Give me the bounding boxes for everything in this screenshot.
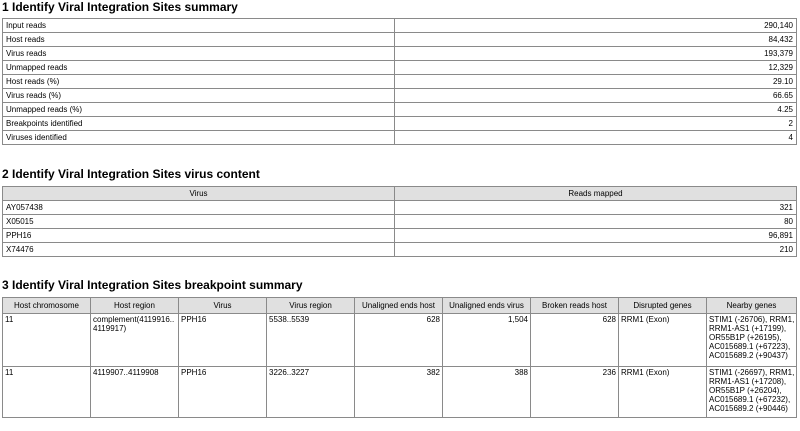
virus-region-cell: 5538..5539 <box>267 314 355 367</box>
summary-row <box>3 75 797 89</box>
summary-label: Input reads <box>3 19 395 33</box>
table-row <box>3 201 797 215</box>
column-header-host-chromosome: Host chromosome <box>3 298 91 314</box>
nearby-genes-cell <box>707 314 797 367</box>
nearby-gene-line: OR55B1P (+26204), <box>709 386 782 395</box>
table-row <box>3 215 797 229</box>
virus-name-cell: PPH16 <box>3 229 395 243</box>
summary-row <box>3 61 797 75</box>
virus-name-cell: X74476 <box>3 243 395 257</box>
virus-name-cell: X05015 <box>3 215 395 229</box>
summary-label: Unmapped reads <box>3 61 395 75</box>
reads-mapped-cell: 96,891 <box>395 229 797 243</box>
summary-value: 193,379 <box>395 47 797 61</box>
summary-row <box>3 89 797 103</box>
summary-label: Breakpoints identified <box>3 117 395 131</box>
table-row <box>3 314 797 367</box>
breakpoint-section <box>2 278 796 418</box>
summary-label: Virus reads <box>3 47 395 61</box>
virus-name-cell: AY057438 <box>3 201 395 215</box>
disrupted-genes-cell: RRM1 (Exon) <box>619 314 707 367</box>
summary-table <box>2 18 797 145</box>
column-header-disrupted-genes: Disrupted genes <box>619 298 707 314</box>
column-header-host-region: Host region <box>91 298 179 314</box>
nearby-gene-line: AC015689.2 (+90437) <box>709 351 788 360</box>
summary-row <box>3 47 797 61</box>
unaligned-ends-virus-cell: 388 <box>443 367 531 418</box>
nearby-gene-line: RRM1-AS1 (+17208), <box>709 377 787 386</box>
summary-value: 29.10 <box>395 75 797 89</box>
column-header-virus: Virus <box>3 187 395 201</box>
column-header-broken-reads-host: Broken reads host <box>531 298 619 314</box>
column-header-nearby-genes: Nearby genes <box>707 298 797 314</box>
column-header-reads-mapped: Reads mapped <box>395 187 797 201</box>
virus-content-table <box>2 186 797 257</box>
nearby-gene-line: OR55B1P (+26195), <box>709 333 782 342</box>
column-header-unaligned-ends-virus: Unaligned ends virus <box>443 298 531 314</box>
broken-reads-host-cell: 236 <box>531 367 619 418</box>
summary-row <box>3 33 797 47</box>
summary-value: 4.25 <box>395 103 797 117</box>
nearby-gene-line: RRM1-AS1 (+17199), <box>709 324 787 333</box>
nearby-gene-line: STIM1 (-26706), RRM1, <box>709 315 795 324</box>
summary-row <box>3 117 797 131</box>
unaligned-ends-host-cell: 382 <box>355 367 443 418</box>
nearby-gene-line: AC015689.1 (+67223), <box>709 342 791 351</box>
summary-value: 84,432 <box>395 33 797 47</box>
virus-content-section <box>2 167 796 257</box>
breakpoint-heading: 3 Identify Viral Integration Sites breakpoint summary <box>2 278 303 292</box>
table-row <box>3 367 797 418</box>
summary-label: Unmapped reads (%) <box>3 103 395 117</box>
virus-region-cell: 3226..3227 <box>267 367 355 418</box>
reads-mapped-cell: 321 <box>395 201 797 215</box>
disrupted-genes-cell: RRM1 (Exon) <box>619 367 707 418</box>
virus-cell: PPH16 <box>179 367 267 418</box>
reads-mapped-cell: 210 <box>395 243 797 257</box>
nearby-gene-line: AC015689.2 (+90446) <box>709 404 788 413</box>
broken-reads-host-cell: 628 <box>531 314 619 367</box>
summary-label: Host reads (%) <box>3 75 395 89</box>
table-row <box>3 229 797 243</box>
summary-row <box>3 131 797 145</box>
nearby-gene-line: STIM1 (-26697), RRM1, <box>709 368 795 377</box>
summary-section <box>2 0 796 145</box>
virus-cell: PPH16 <box>179 314 267 367</box>
summary-heading: 1 Identify Viral Integration Sites summary <box>2 0 238 14</box>
summary-row <box>3 103 797 117</box>
reads-mapped-cell: 80 <box>395 215 797 229</box>
nearby-gene-line: AC015689.1 (+67232), <box>709 395 791 404</box>
virus-content-heading: 2 Identify Viral Integration Sites virus content <box>2 167 260 181</box>
unaligned-ends-host-cell: 628 <box>355 314 443 367</box>
summary-value: 12,329 <box>395 61 797 75</box>
host-chromosome-cell: 11 <box>3 367 91 418</box>
summary-value: 66.65 <box>395 89 797 103</box>
breakpoint-table <box>2 297 797 418</box>
column-header-virus-region: Virus region <box>267 298 355 314</box>
unaligned-ends-virus-cell: 1,504 <box>443 314 531 367</box>
summary-label: Viruses identified <box>3 131 395 145</box>
host-chromosome-cell: 11 <box>3 314 91 367</box>
summary-value: 2 <box>395 117 797 131</box>
table-row <box>3 243 797 257</box>
summary-value: 290,140 <box>395 19 797 33</box>
host-region-cell: complement(4119916..4119917) <box>91 314 179 367</box>
summary-row <box>3 19 797 33</box>
column-header-unaligned-ends-host: Unaligned ends host <box>355 298 443 314</box>
host-region-cell: 4119907..4119908 <box>91 367 179 418</box>
summary-label: Host reads <box>3 33 395 47</box>
nearby-genes-cell <box>707 367 797 418</box>
summary-value: 4 <box>395 131 797 145</box>
summary-label: Virus reads (%) <box>3 89 395 103</box>
column-header-virus: Virus <box>179 298 267 314</box>
